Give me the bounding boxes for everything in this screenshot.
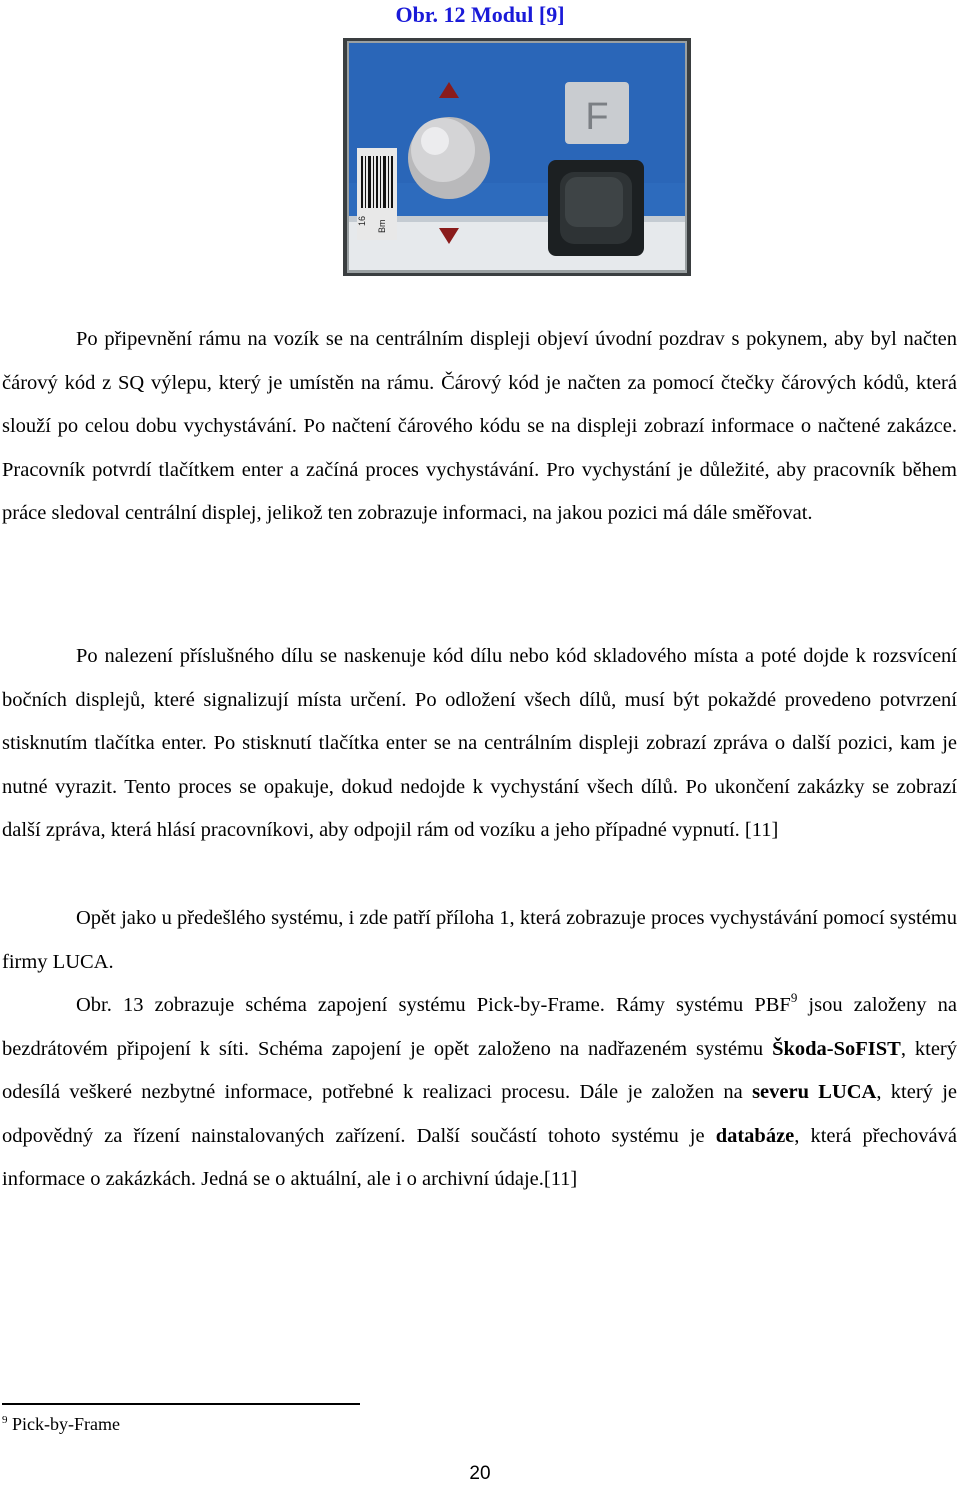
figure-caption: Obr. 12 Modul [9] xyxy=(395,2,565,27)
barcode-sticker-icon xyxy=(357,148,397,240)
bold-term-sofist: Škoda-SoFIST xyxy=(772,1037,901,1060)
p4-text-4: , který je odpovědný za řízení nainstalovaných zařízení. Další součástí tohoto systému je xyxy=(2,1081,957,1147)
footnote-separator xyxy=(2,1403,360,1405)
f-button[interactable] xyxy=(565,82,629,144)
sticker-line2: Bm xyxy=(377,219,387,233)
paragraph-3: Opět jako u předešlého systému, i zde patří příloha 1, která zobrazuje proces vychystávání pomocí systému firmy LUCA. xyxy=(2,907,957,973)
footnote xyxy=(2,1414,120,1435)
paragraph-4 xyxy=(2,984,957,1202)
bold-term-database: databáze xyxy=(715,1124,795,1147)
p4-text-5: , která přechovává informace o zakázkách. Jedná se o aktuální, ale i o archivní údaje.[11] xyxy=(2,1124,957,1190)
enter-button[interactable] xyxy=(548,160,644,256)
footnote-text: Pick-by-Frame xyxy=(12,1414,120,1434)
p4-text-2: jsou založeny na bezdrátovém připojení k síti. Schéma zapojení je opět založeno na nadřazeném systému xyxy=(2,994,957,1060)
bold-term-server-luca: severu LUCA xyxy=(752,1081,877,1103)
paragraph-2: Po nalezení příslušného dílu se naskenuje kód dílu nebo kód skladového místa a poté dojde k rozsvícení bočních displejů, které signalizují místa určení. Po odložení všech dílů, musí být pokaždé provedeno potvrzení stisknutím tlačítka enter. Po stisknutí tlačítka enter se na centrálním displeji zobrazí zpráva o další pozici, kam je nutné vyrazit. Tento proces se opakuje, dokud nedojde k vychystání všech dílů. Po ukončení zakázky se zobrazí další zpráva, která hlásí pracovníkovi, aby odpojil rám od vozíku a jeho případné vypnutí. [11] xyxy=(2,645,957,841)
p4-text-3: , který odesílá veškeré nezbytné informace, potřebné k realizaci procesu. Dále je založen na xyxy=(2,1037,958,1103)
paragraph-1: Po připevnění rámu na vozík se na centrálním displeji objeví úvodní pozdrav s pokynem, aby byl načten čárový kód z SQ výlepu, který je umístěn na rámu. Čárový kód je načten za pomocí čtečky čárových kódů, která slouží po celou dobu vychystávání. Po načtení čárového kódu se na displeji zobrazí informace o načtené zakázce. Pracovník potvrdí tlačítkem enter a začíná proces vychystávání. Pro vychystání je důležité, aby pracovník během práce sledoval centrální displej, jelikož ten zobrazuje informaci, na jakou pozici má dále směřovat. xyxy=(2,328,957,524)
p4-text-1: Obr. 13 zobrazuje schéma zapojení systému Pick-by-Frame. Rámy systému PBF xyxy=(76,994,791,1016)
f-button-label: F xyxy=(585,96,609,138)
footnote-number: 9 xyxy=(2,1414,8,1426)
footnote-reference[interactable]: 9 xyxy=(790,990,798,1005)
module-photo xyxy=(343,38,691,276)
sticker-line1: 16 xyxy=(357,215,367,226)
page-number: 20 xyxy=(469,1463,491,1484)
